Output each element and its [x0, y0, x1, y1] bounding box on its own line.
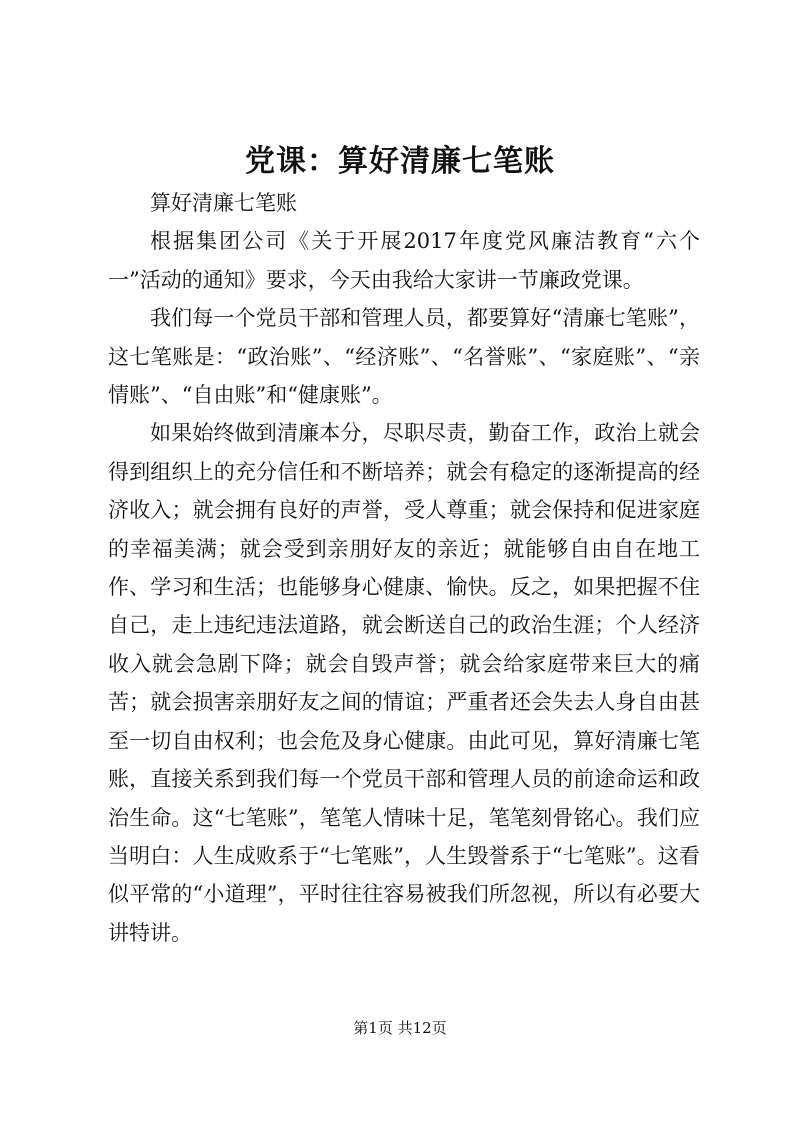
paragraph-subtitle: 算好清廉七笔账: [150, 191, 297, 215]
page-footer: 第1页 共12页: [353, 1019, 447, 1037]
paragraph-intro: 根据集团公司《关于开展2017年度党风廉洁教育“六个一”活动的通知》要求，今天由我给大家讲一节廉政党课。: [108, 229, 700, 292]
document-title: 党课：算好清廉七笔账: [245, 144, 555, 179]
document-body: [108, 184, 700, 952]
paragraph-seven-accounts: 我们每一个党员干部和管理人员，都要算好“清廉七笔账”，这七笔账是：“政治账”、“经济账”、“名誉账”、“家庭账”、“亲情账”、“自由账”和“健康账”。: [108, 306, 700, 408]
paragraph-explanation: 如果始终做到清廉本分，尽职尽责，勤奋工作，政治上就会得到组织上的充分信任和不断培养；就会有稳定的逐渐提高的经济收入；就会拥有良好的声誉，受人尊重；就会保持和促进家庭的幸福美满；就会受到亲朋好友的亲近；就能够自由自在地工作、学习和生活；也能够身心健康、愉快。反之，如果把握不住自己，走上违纪违法道路，就会断送自己的政治生涯；个人经济收入就会急剧下降；就会自毁声誉；就会给家庭带来巨大的痛苦；就会损害亲朋好友之间的情谊；严重者还会失去人身自由甚至一切自由权利；也会危及身心健康。由此可见，算好清廉七笔账，直接关系到我们每一个党员干部和管理人员的前途命运和政治生命。这“七笔账”，笔笔人情味十足，笔笔刻骨铭心。我们应当明白：人生成败系于“七笔账”，人生毁誉系于“七笔账”。这看似平常的“小道理”，平时往往容易被我们所忽视，所以有必要大讲特讲。: [108, 421, 700, 945]
